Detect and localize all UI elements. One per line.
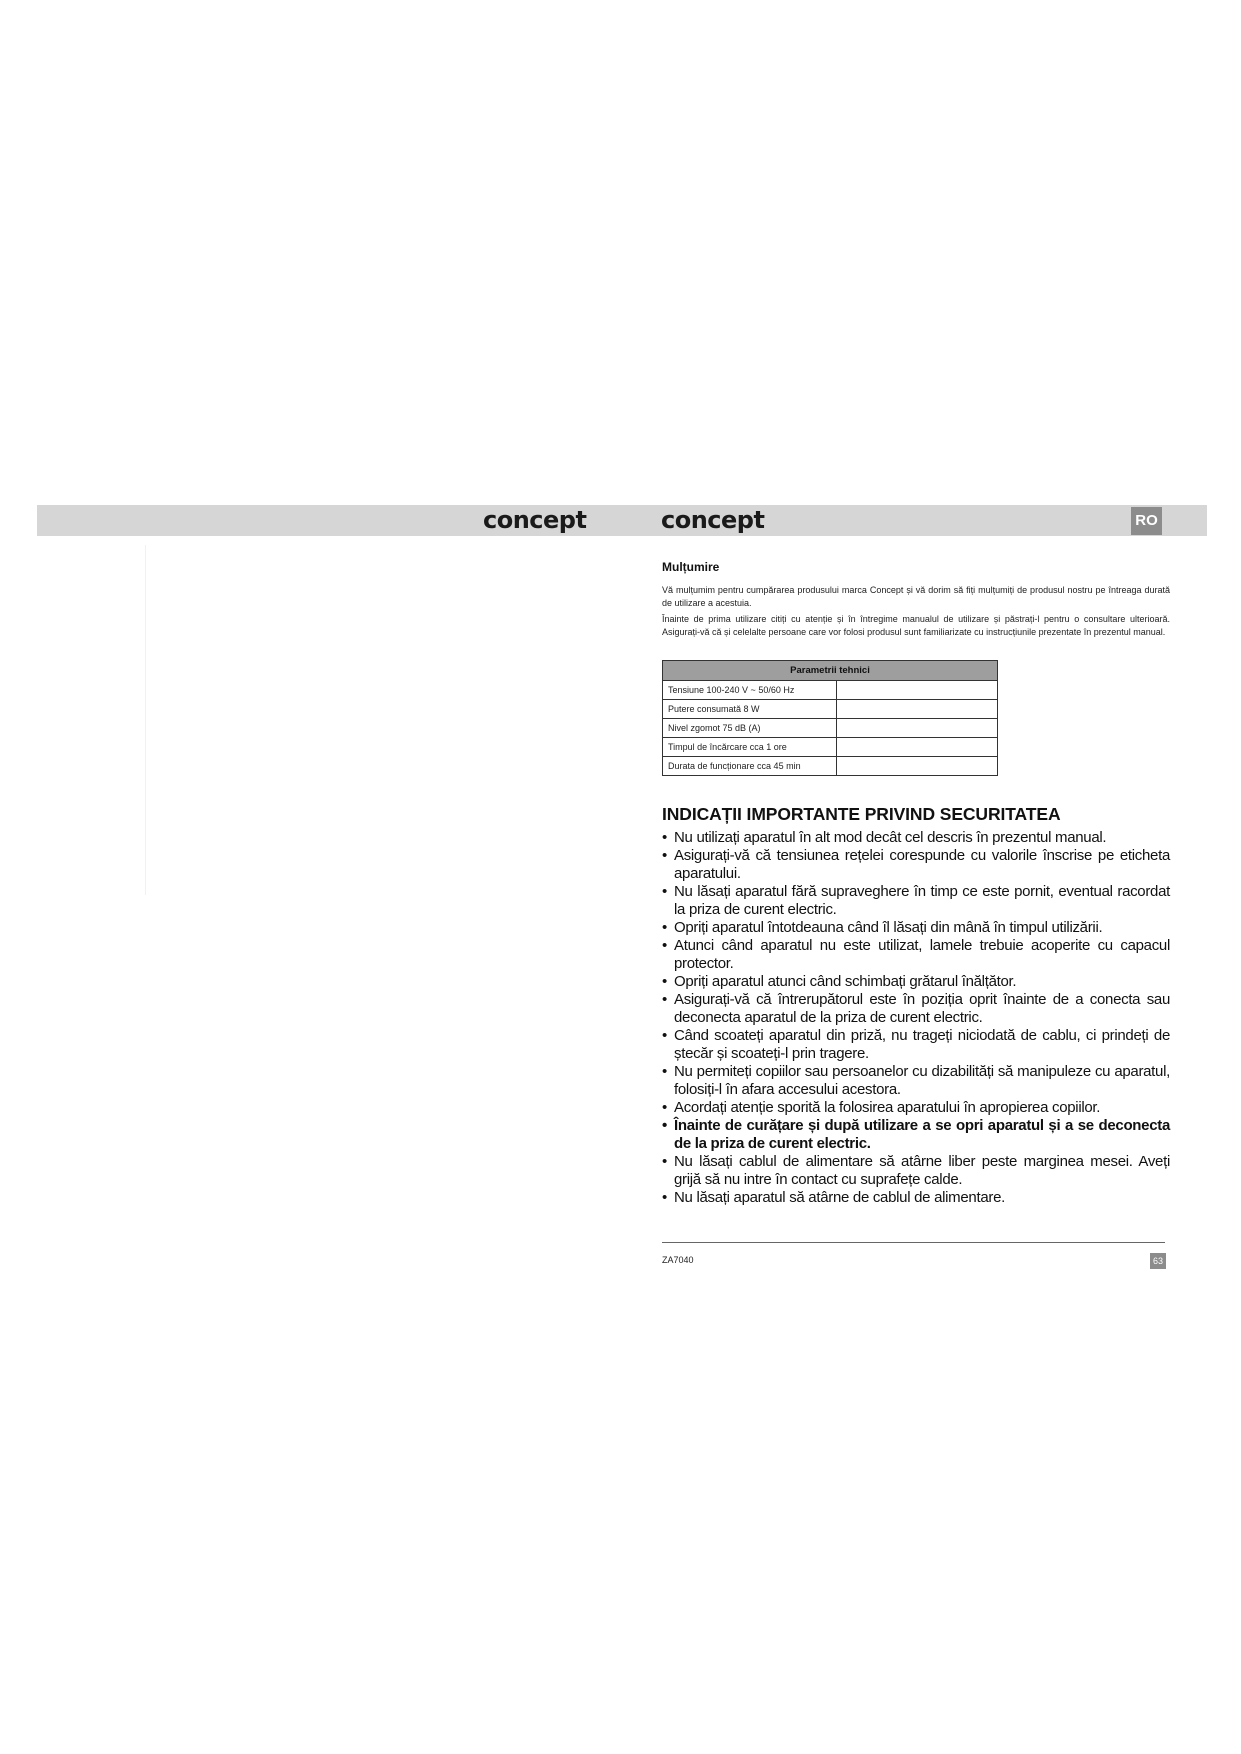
page-content [662,560,1170,1207]
list-item [662,991,1170,1027]
table-cell-value [837,681,998,700]
list-item [662,1153,1170,1189]
bullet: • [662,1063,667,1080]
bullet: • [662,1117,667,1134]
list-item [662,883,1170,919]
list-item-text: Opriți aparatul întotdeauna când îl lăsați din mână în timpul utilizării. [674,919,1103,936]
bullet: • [662,919,667,936]
table-cell-value [837,700,998,719]
list-item-text: Nu lăsați aparatul să atârne de cablul de alimentare. [674,1189,1005,1206]
page-number: 63 [1150,1253,1166,1269]
bullet: • [662,973,667,990]
list-item [662,1189,1170,1207]
table-cell-label: Tensiune 100-240 V ~ 50/60 Hz [663,681,837,700]
footer-rule [662,1242,1165,1243]
list-item-text: Nu utilizați aparatul în alt mod decât cel descris în prezentul manual. [674,829,1107,846]
list-item-text: Asigurați-vă că tensiunea rețelei corespunde cu valorile înscrise pe eticheta aparatului. [674,847,1170,882]
list-item [662,1063,1170,1099]
bullet: • [662,937,667,954]
safety-list [662,829,1170,1207]
list-item [662,919,1170,937]
intro-paragraph-2: Înainte de prima utilizare citiți cu atenție și în întregime manualul de utilizare și păstrați-l pentru o consultare ulterioară. Asigurați-vă că și celelalte persoane care vor folosi produsul sunt familiarizate cu instrucțiunile prezentate în prezentul manual. [662,614,1170,637]
list-item-text: Înainte de curățare și după utilizare a se opri aparatul și a se deconecta de la priza de curent electric. [674,1117,1170,1152]
page-fold-line [145,545,146,895]
table-row [663,757,998,776]
logo-right: concept [661,506,765,534]
thanks-title: Mulțumire [662,560,720,574]
table-cell-value [837,738,998,757]
tech-table-header: Parametrii tehnici [663,661,998,681]
list-item-text: Nu lăsați cablul de alimentare să atârne liber peste marginea mesei. Aveți grijă să nu intre în contact cu suprafețe calde. [674,1153,1170,1188]
list-item [662,1099,1170,1117]
bullet: • [662,883,667,900]
footer-model: ZA7040 [662,1255,694,1265]
list-item [662,847,1170,883]
list-item [662,937,1170,973]
list-item-text: Nu permiteți copiilor sau persoanelor cu dizabilități să manipuleze cu aparatul, folosiți-l în afara accesului acestora. [674,1063,1170,1098]
bullet: • [662,1189,667,1206]
bullet: • [662,1153,667,1170]
bullet: • [662,829,667,846]
table-cell-label: Putere consumată 8 W [663,700,837,719]
safety-title: INDICAȚII IMPORTANTE PRIVIND SECURITATEA [662,804,1061,824]
list-item [662,973,1170,991]
list-item-bold [662,1117,1170,1153]
list-item-text: Atunci când aparatul nu este utilizat, lamele trebuie acoperite cu capacul protector. [674,937,1170,972]
list-item [662,1027,1170,1063]
bullet: • [662,1027,667,1044]
list-item-text: Acordați atenție sporită la folosirea aparatului în apropierea copiilor. [674,1099,1101,1116]
list-item-text: Când scoateți aparatul din priză, nu trageți niciodată de cablu, ci prindeți de ștecăr și scoateți-l prin tragere. [674,1027,1170,1062]
bullet: • [662,991,667,1008]
table-row [663,738,998,757]
intro-paragraph-1: Vă mulțumim pentru cumpărarea produsului marca Concept și vă dorim să fiți mulțumiți de produsul nostru pe întreaga durată de utilizare a acestuia. [662,585,1170,608]
bullet: • [662,847,667,864]
list-item-text: Asigurați-vă că întrerupătorul este în poziția oprit înainte de a conecta sau deconecta aparatul de la priza de curent electric. [674,991,1170,1026]
table-cell-label: Timpul de încărcare cca 1 ore [663,738,837,757]
header-bar [37,505,1207,536]
list-item [662,829,1170,847]
list-item-text: Nu lăsați aparatul fără supraveghere în timp ce este pornit, eventual racordat la priza de curent electric. [674,883,1170,918]
table-cell-value [837,719,998,738]
bullet: • [662,1099,667,1116]
tech-params-table [662,660,998,776]
table-row [663,700,998,719]
table-cell-value [837,757,998,776]
list-item-text: Opriți aparatul atunci când schimbați grătarul înălțător. [674,973,1017,990]
table-cell-label: Nivel zgomot 75 dB (A) [663,719,837,738]
table-cell-label: Durata de funcționare cca 45 min [663,757,837,776]
logo-left: concept [483,506,587,534]
language-badge: RO [1131,507,1162,535]
table-row [663,681,998,700]
table-row [663,719,998,738]
